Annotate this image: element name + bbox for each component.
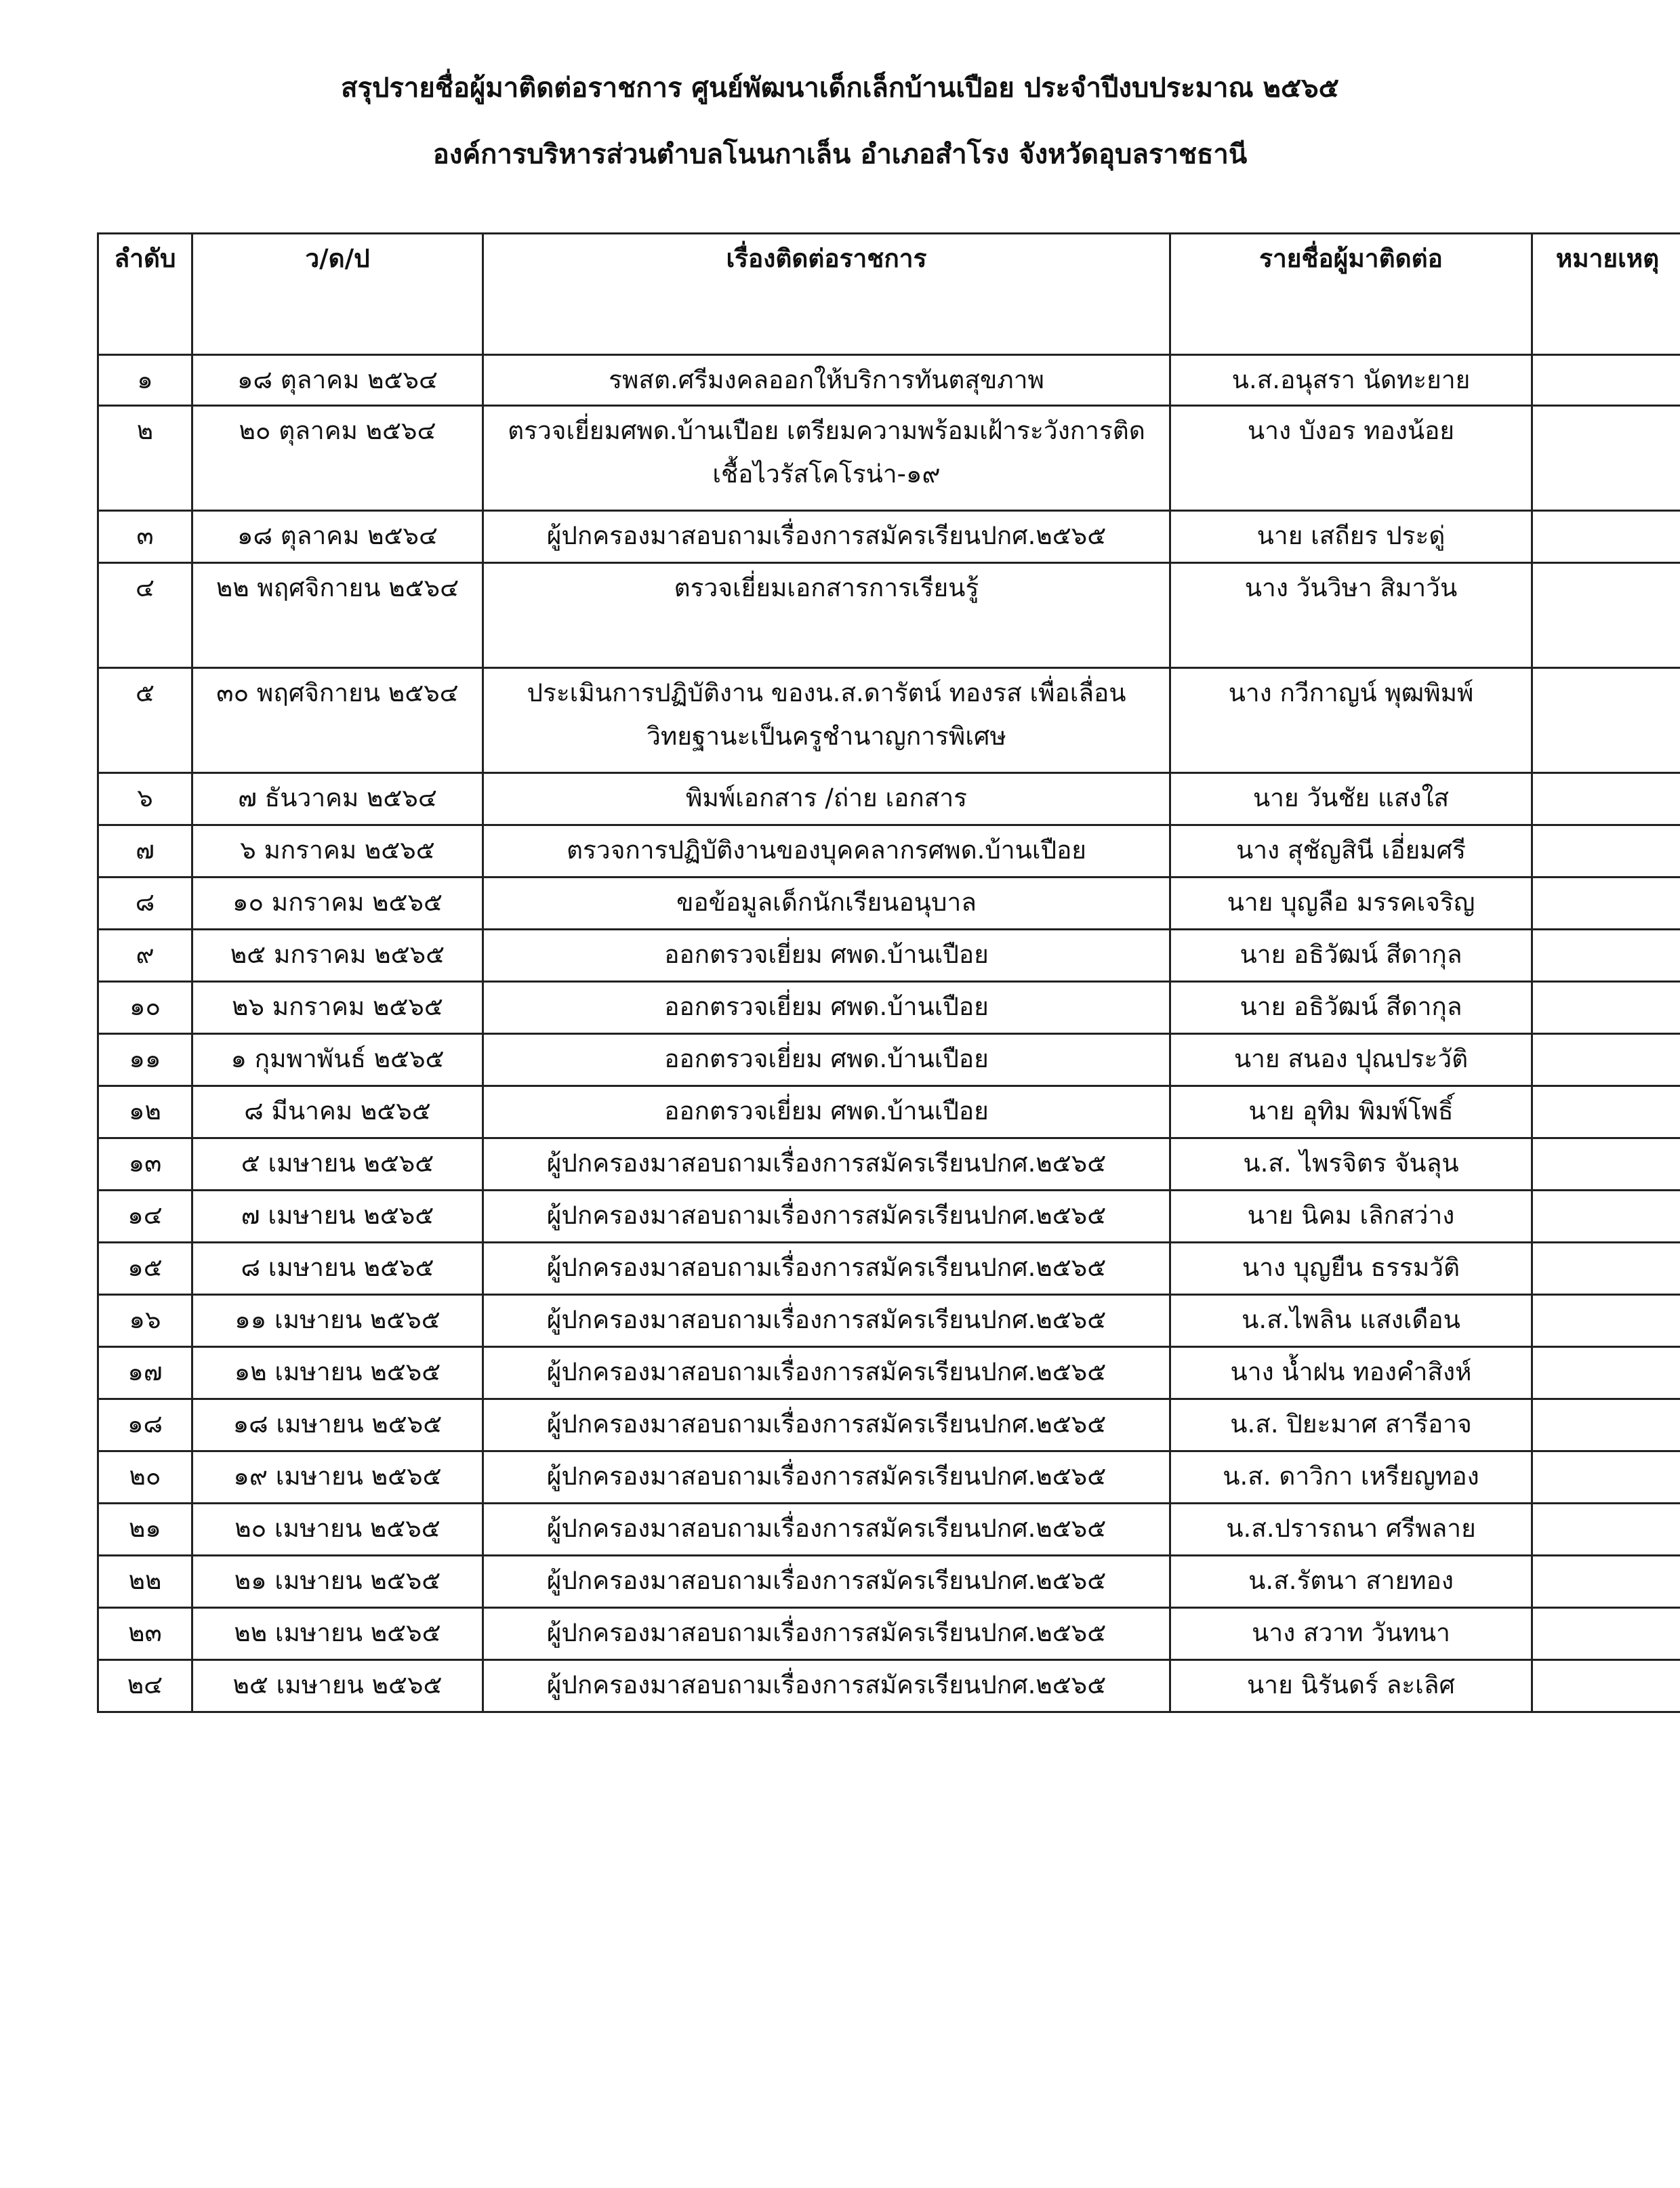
cell-no: ๔	[98, 563, 192, 668]
cell-subject: ออกตรวจเยี่ยม ศพด.บ้านเปือย	[483, 1086, 1170, 1138]
cell-name: น.ส. ปิยะมาศ สารีอาจ	[1170, 1399, 1532, 1451]
cell-date: ๒๕ เมษายน ๒๕๖๕	[192, 1660, 483, 1712]
cell-subject: ออกตรวจเยี่ยม ศพด.บ้านเปือย	[483, 982, 1170, 1034]
cell-no: ๑๔	[98, 1191, 192, 1243]
cell-note	[1532, 1191, 1680, 1243]
cell-date: ๑๒ เมษายน ๒๕๖๕	[192, 1347, 483, 1399]
table-row	[98, 406, 1680, 511]
cell-no: ๑๕	[98, 1243, 192, 1295]
cell-name: นาย สนอง ปุณประวัติ	[1170, 1034, 1532, 1086]
cell-date: ๒๖ มกราคม ๒๕๖๕	[192, 982, 483, 1034]
cell-name: นาย นิคม เลิกสว่าง	[1170, 1191, 1532, 1243]
table-row	[98, 1034, 1680, 1086]
cell-name: น.ส.ไพลิน แสงเดือน	[1170, 1295, 1532, 1347]
cell-subject: ตรวจเยี่ยมเอกสารการเรียนรู้	[483, 563, 1170, 668]
table-row	[98, 773, 1680, 825]
table-body	[98, 355, 1680, 1712]
cell-date: ๒๒ พฤศจิกายน ๒๕๖๔	[192, 563, 483, 668]
cell-date: ๖ มกราคม ๒๕๖๕	[192, 825, 483, 878]
cell-note	[1532, 1138, 1680, 1191]
cell-no: ๓	[98, 511, 192, 563]
cell-note	[1532, 825, 1680, 878]
cell-no: ๘	[98, 878, 192, 930]
table-row	[98, 1243, 1680, 1295]
cell-date: ๑๘ เมษายน ๒๕๖๕	[192, 1399, 483, 1451]
cell-date: ๗ เมษายน ๒๕๖๕	[192, 1191, 483, 1243]
cell-name: นาง วันวิษา สิมาวัน	[1170, 563, 1532, 668]
cell-no: ๗	[98, 825, 192, 878]
cell-name: นาง น้ำฝน ทองคำสิงห์	[1170, 1347, 1532, 1399]
cell-name: นาย นิรันดร์ ละเลิศ	[1170, 1660, 1532, 1712]
cell-no: ๕	[98, 668, 192, 773]
cell-date: ๒๐ เมษายน ๒๕๖๕	[192, 1504, 483, 1556]
header-no: ลำดับ	[98, 234, 192, 355]
cell-note	[1532, 563, 1680, 668]
cell-name: น.ส. ไพรจิตร จันลุน	[1170, 1138, 1532, 1191]
cell-date: ๗ ธันวาคม ๒๕๖๔	[192, 773, 483, 825]
cell-no: ๒๔	[98, 1660, 192, 1712]
cell-no: ๑	[98, 355, 192, 406]
cell-subject: ผู้ปกครองมาสอบถามเรื่องการสมัครเรียนปกศ.๒๕๖๕	[483, 1191, 1170, 1243]
cell-name: นาย อธิวัฒน์ สีดากุล	[1170, 982, 1532, 1034]
table-row	[98, 1504, 1680, 1556]
cell-note	[1532, 1660, 1680, 1712]
cell-date: ๘ เมษายน ๒๕๖๕	[192, 1243, 483, 1295]
cell-subject: ผู้ปกครองมาสอบถามเรื่องการสมัครเรียนปกศ.๒๕๖๕	[483, 1243, 1170, 1295]
cell-note	[1532, 1451, 1680, 1504]
cell-date: ๑ กุมพาพันธ์ ๒๕๖๕	[192, 1034, 483, 1086]
table-row	[98, 1138, 1680, 1191]
cell-date: ๕ เมษายน ๒๕๖๕	[192, 1138, 483, 1191]
cell-subject: ผู้ปกครองมาสอบถามเรื่องการสมัครเรียนปกศ.๒๕๖๕	[483, 1347, 1170, 1399]
table-row	[98, 1660, 1680, 1712]
cell-date: ๒๒ เมษายน ๒๕๖๕	[192, 1608, 483, 1660]
table-row	[98, 1556, 1680, 1608]
cell-date: ๑๙ เมษายน ๒๕๖๕	[192, 1451, 483, 1504]
header-name: รายชื่อผู้มาติดต่อ	[1170, 234, 1532, 355]
cell-no: ๒๐	[98, 1451, 192, 1504]
table-row	[98, 1191, 1680, 1243]
cell-subject: พิมพ์เอกสาร /ถ่าย เอกสาร	[483, 773, 1170, 825]
document-subtitle: องค์การบริหารส่วนตำบลโนนกาเล็น อำเภอสำโรง จังหวัดอุบลราชธานี	[432, 139, 1248, 170]
cell-subject: ผู้ปกครองมาสอบถามเรื่องการสมัครเรียนปกศ.๒๕๖๕	[483, 1399, 1170, 1451]
cell-note	[1532, 1399, 1680, 1451]
cell-subject: ขอข้อมูลเด็กนักเรียนอนุบาล	[483, 878, 1170, 930]
table-row	[98, 563, 1680, 668]
cell-note	[1532, 773, 1680, 825]
cell-note	[1532, 406, 1680, 511]
cell-no: ๑๒	[98, 1086, 192, 1138]
cell-no: ๒๑	[98, 1504, 192, 1556]
cell-date: ๒๑ เมษายน ๒๕๖๕	[192, 1556, 483, 1608]
cell-no: ๑๑	[98, 1034, 192, 1086]
header-row	[98, 234, 1680, 355]
cell-no: ๒๒	[98, 1556, 192, 1608]
header-subject: เรื่องติดต่อราชการ	[483, 234, 1170, 355]
table-row	[98, 1399, 1680, 1451]
cell-date: ๑๐ มกราคม ๒๕๖๕	[192, 878, 483, 930]
cell-subject: ผู้ปกครองมาสอบถามเรื่องการสมัครเรียนปกศ.๒๕๖๕	[483, 1295, 1170, 1347]
cell-no: ๒๓	[98, 1608, 192, 1660]
cell-note	[1532, 1295, 1680, 1347]
cell-note	[1532, 1608, 1680, 1660]
cell-subject: ผู้ปกครองมาสอบถามเรื่องการสมัครเรียนปกศ.๒๕๖๕	[483, 511, 1170, 563]
cell-subject: ตรวจการปฏิบัติงานของบุคคลากรศพด.บ้านเปือย	[483, 825, 1170, 878]
cell-date: ๑๘ ตุลาคม ๒๕๖๔	[192, 355, 483, 406]
table-row	[98, 930, 1680, 982]
cell-date: ๑๑ เมษายน ๒๕๖๕	[192, 1295, 483, 1347]
cell-subject: ผู้ปกครองมาสอบถามเรื่องการสมัครเรียนปกศ.๒๕๖๕	[483, 1608, 1170, 1660]
cell-subject: ออกตรวจเยี่ยม ศพด.บ้านเปือย	[483, 930, 1170, 982]
cell-note	[1532, 511, 1680, 563]
cell-name: นาย เสถียร ประดู่	[1170, 511, 1532, 563]
cell-name: น.ส.รัตนา สายทอง	[1170, 1556, 1532, 1608]
cell-no: ๑๓	[98, 1138, 192, 1191]
table-row	[98, 825, 1680, 878]
cell-note	[1532, 878, 1680, 930]
cell-subject: ประเมินการปฏิบัติงาน ของน.ส.ดารัตน์ ทองรส เพื่อเลื่อนวิทยฐานะเป็นครูชำนาญการพิเศษ	[483, 668, 1170, 773]
cell-date: ๘ มีนาคม ๒๕๖๕	[192, 1086, 483, 1138]
cell-note	[1532, 355, 1680, 406]
table-row	[98, 1347, 1680, 1399]
header-note: หมายเหตุ	[1532, 234, 1680, 355]
cell-note	[1532, 982, 1680, 1034]
table-row	[98, 511, 1680, 563]
cell-no: ๑๘	[98, 1399, 192, 1451]
cell-name: นาง บังอร ทองน้อย	[1170, 406, 1532, 511]
table-row	[98, 355, 1680, 406]
table-row	[98, 1295, 1680, 1347]
cell-name: นาง กวีกาญน์ พุฒพิมพ์	[1170, 668, 1532, 773]
cell-name: น.ส.อนุสรา นัดทะยาย	[1170, 355, 1532, 406]
cell-name: นาย อธิวัฒน์ สีดากุล	[1170, 930, 1532, 982]
cell-note	[1532, 1086, 1680, 1138]
cell-no: ๑๐	[98, 982, 192, 1034]
document-title: สรุปรายชื่อผู้มาติดต่อราชการ ศูนย์พัฒนาเด็กเล็กบ้านเปือย ประจำปีงบประมาณ ๒๕๖๕	[341, 73, 1339, 104]
cell-subject: ผู้ปกครองมาสอบถามเรื่องการสมัครเรียนปกศ.๒๕๖๕	[483, 1504, 1170, 1556]
cell-no: ๖	[98, 773, 192, 825]
table-row	[98, 1451, 1680, 1504]
cell-name: นาย อุทิม พิมพ์โพธิ์	[1170, 1086, 1532, 1138]
cell-name: น.ส. ดาวิกา เหรียญทอง	[1170, 1451, 1532, 1504]
cell-date: ๒๕ มกราคม ๒๕๖๕	[192, 930, 483, 982]
cell-note	[1532, 1347, 1680, 1399]
cell-subject: ตรวจเยี่ยมศพด.บ้านเปือย เตรียมความพร้อมเฝ้าระวังการติดเชื้อไวรัสโคโรน่า-๑๙	[483, 406, 1170, 511]
header-date: ว/ด/ป	[192, 234, 483, 355]
cell-name: นาย วันชัย แสงใส	[1170, 773, 1532, 825]
cell-subject: ผู้ปกครองมาสอบถามเรื่องการสมัครเรียนปกศ.๒๕๖๕	[483, 1451, 1170, 1504]
cell-name: นาง สุชัญสินี เอี่ยมศรี	[1170, 825, 1532, 878]
table-header	[98, 234, 1680, 355]
cell-note	[1532, 1243, 1680, 1295]
contact-log-table	[97, 232, 1680, 1713]
table-row	[98, 1086, 1680, 1138]
cell-name: น.ส.ปรารถนา ศรีพลาย	[1170, 1504, 1532, 1556]
cell-note	[1532, 1034, 1680, 1086]
cell-no: ๑๗	[98, 1347, 192, 1399]
cell-note	[1532, 930, 1680, 982]
cell-note	[1532, 1504, 1680, 1556]
cell-name: นาง บุญยืน ธรรมวัติ	[1170, 1243, 1532, 1295]
cell-no: ๑๖	[98, 1295, 192, 1347]
cell-subject: ออกตรวจเยี่ยม ศพด.บ้านเปือย	[483, 1034, 1170, 1086]
cell-subject: ผู้ปกครองมาสอบถามเรื่องการสมัครเรียนปกศ.๒๕๖๕	[483, 1556, 1170, 1608]
cell-note	[1532, 668, 1680, 773]
table-row	[98, 982, 1680, 1034]
cell-subject: รพสต.ศรีมงคลออกให้บริการทันตสุขภาพ	[483, 355, 1170, 406]
cell-no: ๙	[98, 930, 192, 982]
cell-date: ๑๘ ตุลาคม ๒๕๖๔	[192, 511, 483, 563]
cell-date: ๒๐ ตุลาคม ๒๕๖๔	[192, 406, 483, 511]
cell-no: ๒	[98, 406, 192, 511]
cell-note	[1532, 1556, 1680, 1608]
table-row	[98, 1608, 1680, 1660]
cell-name: นาง สวาท วันทนา	[1170, 1608, 1532, 1660]
cell-subject: ผู้ปกครองมาสอบถามเรื่องการสมัครเรียนปกศ.๒๕๖๕	[483, 1138, 1170, 1191]
cell-date: ๓๐ พฤศจิกายน ๒๕๖๔	[192, 668, 483, 773]
table-row	[98, 878, 1680, 930]
cell-name: นาย บุญลือ มรรคเจริญ	[1170, 878, 1532, 930]
table-row	[98, 668, 1680, 773]
cell-subject: ผู้ปกครองมาสอบถามเรื่องการสมัครเรียนปกศ.๒๕๖๕	[483, 1660, 1170, 1712]
